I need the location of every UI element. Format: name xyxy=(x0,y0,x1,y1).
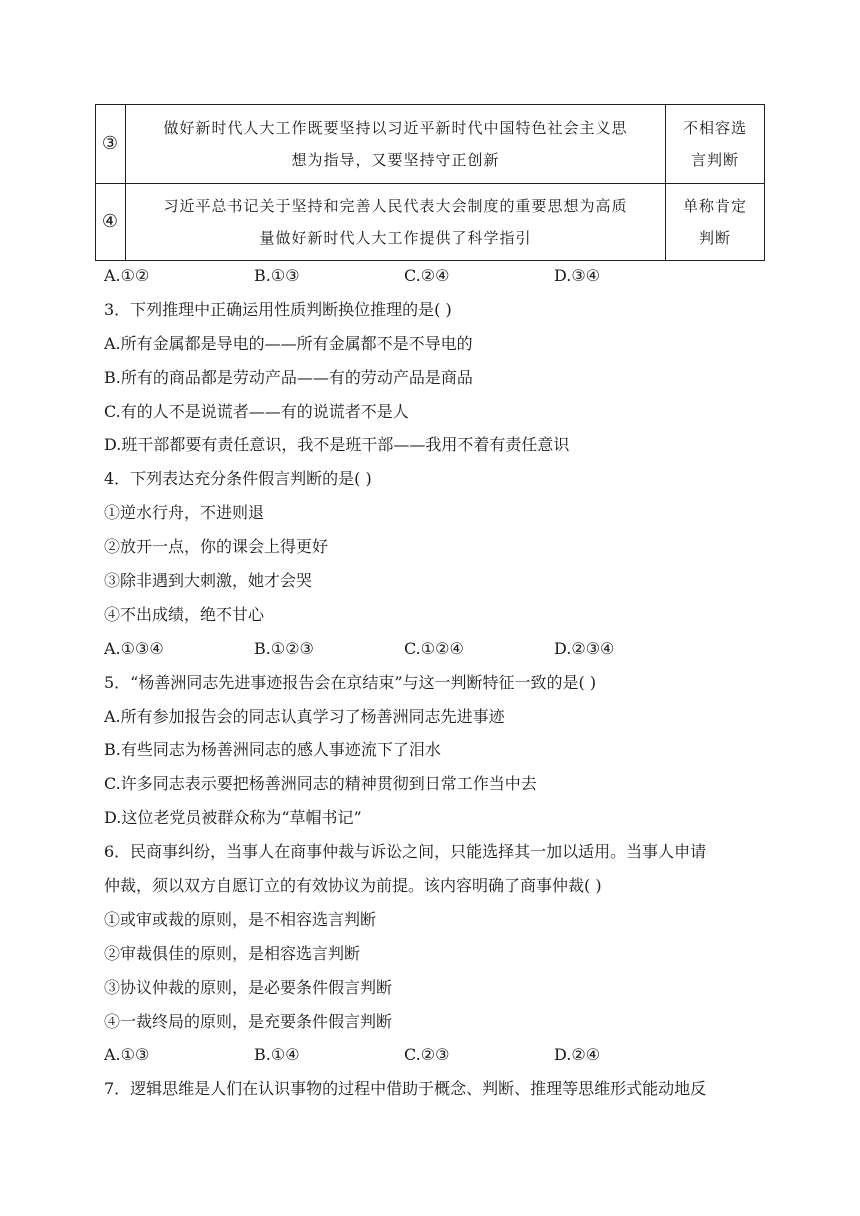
table-row xyxy=(96,105,765,184)
q3-choice-b: B.所有的商品都是劳动产品——有的劳动产品是商品 xyxy=(104,367,473,387)
q4-options xyxy=(104,632,769,666)
q4-item-3: ③除非遇到大刺激，她才会哭 xyxy=(104,571,313,591)
option-d: D.②③④ xyxy=(554,638,615,658)
q6-stem-line2: 仲裁，须以双方自愿订立的有效协议为前提。该内容明确了商事仲裁( ) xyxy=(104,876,602,896)
option-d: D.③④ xyxy=(554,266,601,285)
q7-stem-line1: 7．逻辑思维是人们在认识事物的过程中借助于概念、判断、推理等思维形式能动地反 xyxy=(104,1079,707,1099)
q5-choice-b: B.有些同志为杨善洲同志的感人事迹流下了泪水 xyxy=(104,740,441,760)
q2-options xyxy=(104,259,769,293)
q6-item-3: ③协议仲裁的原则，是必要条件假言判断 xyxy=(104,977,393,997)
statement-text: 习近平总书记关于坚持和完善人民代表大会制度的重要思想为高质 量做好新时代人大工作提供了科学指引 xyxy=(126,184,666,261)
option-a: A.①② xyxy=(104,266,150,285)
q6-item-1: ①或审或裁的原则，是不相容选言判断 xyxy=(104,909,377,929)
row-number: ④ xyxy=(96,184,126,261)
option-b: B.①④ xyxy=(254,1045,300,1065)
q3-choice-c: C.有的人不是说谎者——有的说谎者不是人 xyxy=(104,401,409,421)
option-c: C.①②④ xyxy=(404,638,464,658)
q4-item-1: ①逆水行舟，不进则退 xyxy=(104,503,265,523)
option-a: A.①③ xyxy=(104,1045,150,1065)
q6-item-4: ④一裁终局的原则，是充要条件假言判断 xyxy=(104,1011,393,1031)
q6-item-2: ②审裁俱佳的原则，是相容选言判断 xyxy=(104,943,361,963)
q3-stem: 3．下列推理中正确运用性质判断换位推理的是( ) xyxy=(104,299,452,319)
q3-choice-a: A.所有金属都是导电的——所有金属都不是不导电的 xyxy=(104,333,473,353)
option-b: B.①②③ xyxy=(254,638,314,658)
q6-stem-line1: 6．民商事纠纷，当事人在商事仲裁与诉讼之间，只能选择其一加以适用。当事人申请 xyxy=(104,842,707,862)
option-a: A.①③④ xyxy=(104,638,164,658)
statement-text: 做好新时代人大工作既要坚持以习近平新时代中国特色社会主义思 想为指导，又要坚持守正创新 xyxy=(126,105,666,184)
q6-options xyxy=(104,1038,769,1072)
statement-table xyxy=(95,104,765,261)
q4-item-4: ④不出成绩，绝不甘心 xyxy=(104,604,265,624)
q4-item-2: ②放开一点，你的课会上得更好 xyxy=(104,537,329,557)
q5-choice-d: D.这位老党员被群众称为“草帽书记” xyxy=(104,808,362,828)
judgment-type: 不相容选 言判断 xyxy=(666,105,765,184)
q4-stem: 4．下列表达充分条件假言判断的是( ) xyxy=(104,469,372,489)
option-c: C.②④ xyxy=(404,266,450,285)
judgment-type: 单称肯定 判断 xyxy=(666,184,765,261)
question-list xyxy=(104,259,769,1106)
row-number: ③ xyxy=(96,105,126,184)
option-c: C.②③ xyxy=(404,1045,450,1065)
q5-stem: 5．“杨善洲同志先进事迹报告会在京结束”与这一判断特征一致的是( ) xyxy=(104,672,597,692)
q3-choice-d: D.班干部都要有责任意识，我不是班干部——我用不着有责任意识 xyxy=(104,435,570,455)
option-b: B.①③ xyxy=(254,266,300,285)
option-d: D.②④ xyxy=(554,1045,601,1065)
table-row xyxy=(96,184,765,261)
q5-choice-c: C.许多同志表示要把杨善洲同志的精神贯彻到日常工作当中去 xyxy=(104,774,537,794)
q5-choice-a: A.所有参加报告会的同志认真学习了杨善洲同志先进事迹 xyxy=(104,706,505,726)
